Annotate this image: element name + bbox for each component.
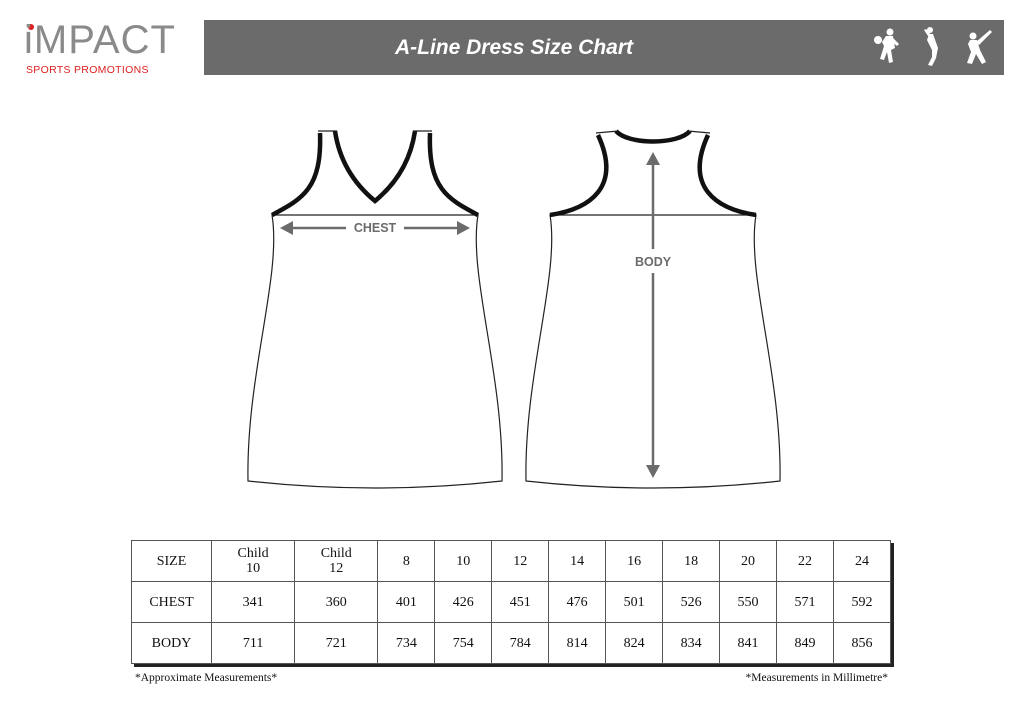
table-header-row: [132, 541, 891, 582]
size-cell: 8: [378, 541, 435, 582]
size-cell: 10: [435, 541, 492, 582]
size-cell: 14: [549, 541, 606, 582]
size-cell: 12: [492, 541, 549, 582]
row-label-body: BODY: [132, 623, 212, 664]
body-label: BODY: [634, 255, 672, 269]
basketball-player-icon: [866, 26, 908, 70]
logo-tagline: SPORTS PROMOTIONS: [26, 64, 149, 76]
back-right-armhole-trim: [700, 135, 756, 215]
size-table: [131, 540, 891, 664]
table-cell: 841: [720, 623, 777, 664]
units-note: *Measurements in Millimetre*: [745, 672, 888, 684]
logo-wordmark: iMPACT: [24, 18, 176, 62]
size-cell: Child 12: [295, 541, 378, 582]
table-cell: 721: [295, 623, 378, 664]
table-row-chest: [132, 582, 891, 623]
table-cell: 360: [295, 582, 378, 623]
size-cell: Child 10: [212, 541, 295, 582]
table-cell: 550: [720, 582, 777, 623]
size-header-cell: SIZE: [132, 541, 212, 582]
cricket-player-icon: [956, 26, 998, 70]
table-cell: 814: [549, 623, 606, 664]
front-left-armhole-trim: [272, 133, 320, 215]
table-cell: 341: [212, 582, 295, 623]
table-cell: 476: [549, 582, 606, 623]
table-cell: 711: [212, 623, 295, 664]
table-cell: 734: [378, 623, 435, 664]
approximate-note: *Approximate Measurements*: [135, 672, 278, 684]
table-cell: 849: [777, 623, 834, 664]
table-cell: 592: [833, 582, 890, 623]
table-cell: 501: [606, 582, 663, 623]
title-banner: [204, 20, 1004, 75]
size-cell: 24: [833, 541, 890, 582]
table-cell: 856: [833, 623, 890, 664]
dress-back-view: [518, 125, 788, 497]
front-right-armhole-trim: [430, 133, 478, 215]
size-cell: 18: [663, 541, 720, 582]
dress-front-outline: [248, 215, 502, 488]
back-left-armhole-trim: [550, 135, 606, 215]
company-logo: [24, 20, 186, 78]
table-row-body: [132, 623, 891, 664]
table-cell: 784: [492, 623, 549, 664]
table-cell: 526: [663, 582, 720, 623]
size-cell: 16: [606, 541, 663, 582]
size-cell: 20: [720, 541, 777, 582]
front-v-neck-trim: [335, 131, 415, 201]
table-cell: 426: [435, 582, 492, 623]
table-cell: 834: [663, 623, 720, 664]
size-cell: 22: [777, 541, 834, 582]
row-label-chest: CHEST: [132, 582, 212, 623]
table-cell: 571: [777, 582, 834, 623]
table-cell: 401: [378, 582, 435, 623]
chest-label: CHEST: [353, 221, 397, 235]
table-cell: 451: [492, 582, 549, 623]
page-title: A-Line Dress Size Chart: [394, 36, 634, 59]
back-neck-trim: [616, 131, 690, 142]
dress-front-view: [240, 125, 510, 497]
table-cell: 824: [606, 623, 663, 664]
netball-player-icon: [912, 26, 954, 70]
table-cell: 754: [435, 623, 492, 664]
